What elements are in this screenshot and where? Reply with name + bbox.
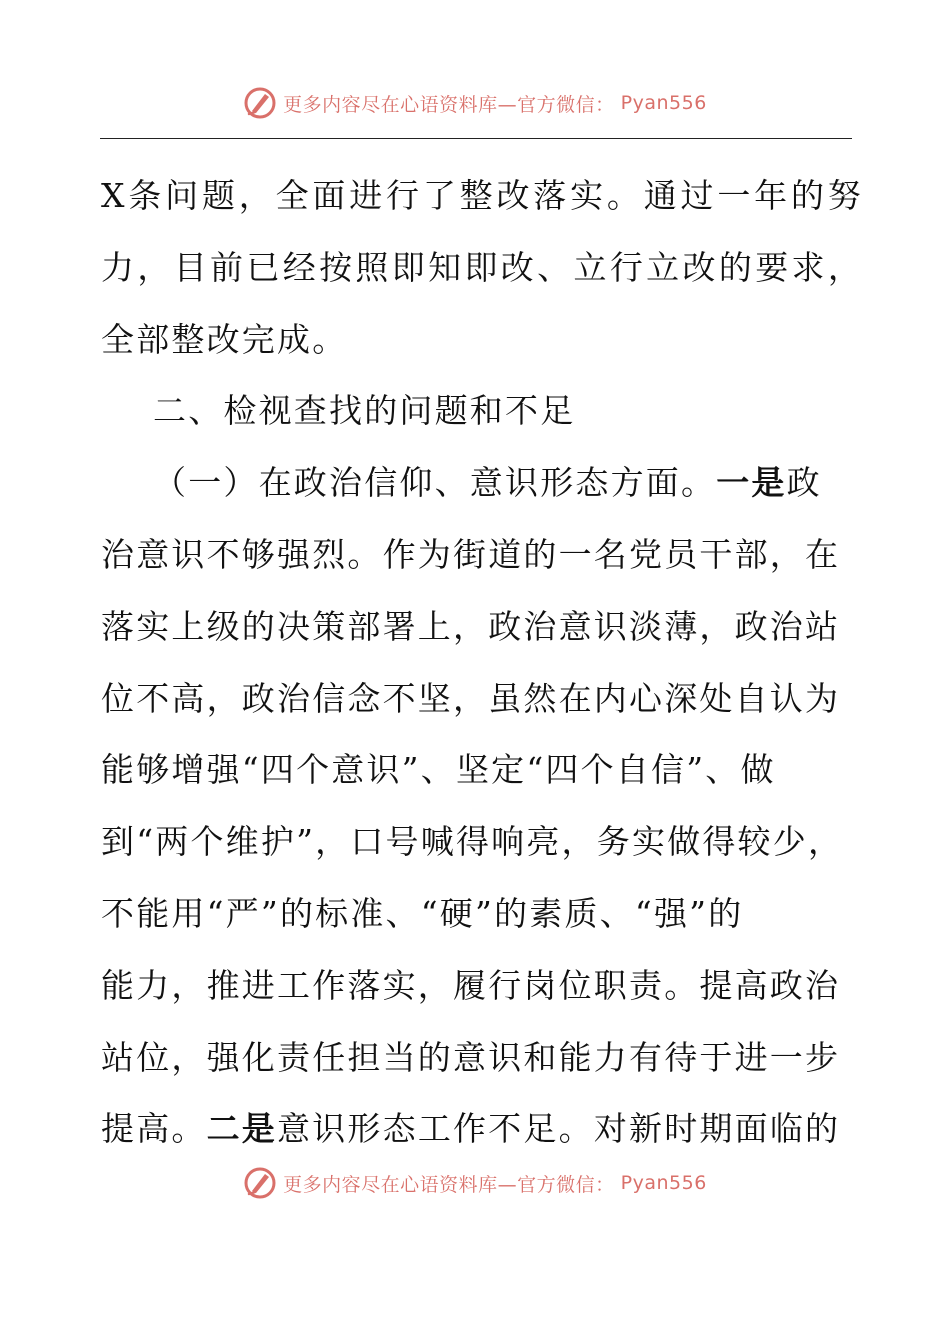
pen-logo-icon (243, 1166, 277, 1200)
watermark-wechat-id: Pyan556 (620, 1172, 707, 1194)
text-line: 能力，推进工作落实，履行岗位职责。提高政治 (101, 965, 841, 1005)
text-line: 站位，强化责任担当的意识和能力有待于进一步 (101, 1037, 841, 1077)
text-line (101, 447, 861, 519)
text-line: 治意识不够强烈。作为街道的一名党员干部，在 (101, 534, 841, 574)
text-line: 到“两个维护”，口号喊得响亮，务实做得较少， (101, 822, 844, 862)
header-watermark (0, 86, 950, 120)
text-fragment: 意识形态工作不足。对新时期面临的 (277, 1109, 841, 1149)
text-line: 位不高，政治信念不坚，虽然在内心深处自认为 (101, 678, 841, 718)
text-line: 力 ， 目 前 已 经 按 照 即 知 即 改 、 立 行 立 改 的 要 求 ， (101, 247, 861, 287)
pen-logo-icon (243, 86, 277, 120)
text-line: 能够增强“四个意识”、坚定“四个自信”、做 (101, 750, 776, 790)
document-body (101, 160, 861, 1165)
point-marker: 二是 (206, 1109, 278, 1149)
text-line (101, 1093, 861, 1165)
watermark-text: 更多内容尽在心语资料库—官方微信： (283, 93, 615, 116)
text-fragment: 政 (786, 463, 822, 503)
text-fragment: 提高。 (101, 1109, 207, 1149)
footer-watermark (0, 1166, 950, 1200)
watermark-text: 更多内容尽在心语资料库—官方微信： (283, 1173, 615, 1196)
section-heading: 二、检视查找的问题和不足 (153, 391, 576, 431)
header-divider (100, 138, 852, 139)
watermark-wechat-id: Pyan556 (620, 92, 707, 114)
point-marker: 一是 (716, 463, 787, 503)
subsection-title: （一）在政治信仰、意识形态方面。 (153, 463, 717, 503)
text-line: X 条 问 题 ， 全 面 进 行 了 整 改 落 实 。 通 过 一 年 的 努 (101, 176, 861, 215)
text-line: 不能用“严”的标准、“硬”的素质、“强”的 (101, 893, 744, 933)
text-line: 落实上级的决策部署上，政治意识淡薄，政治站 (101, 606, 841, 646)
text-line: 全部整改完成。 (101, 319, 348, 359)
